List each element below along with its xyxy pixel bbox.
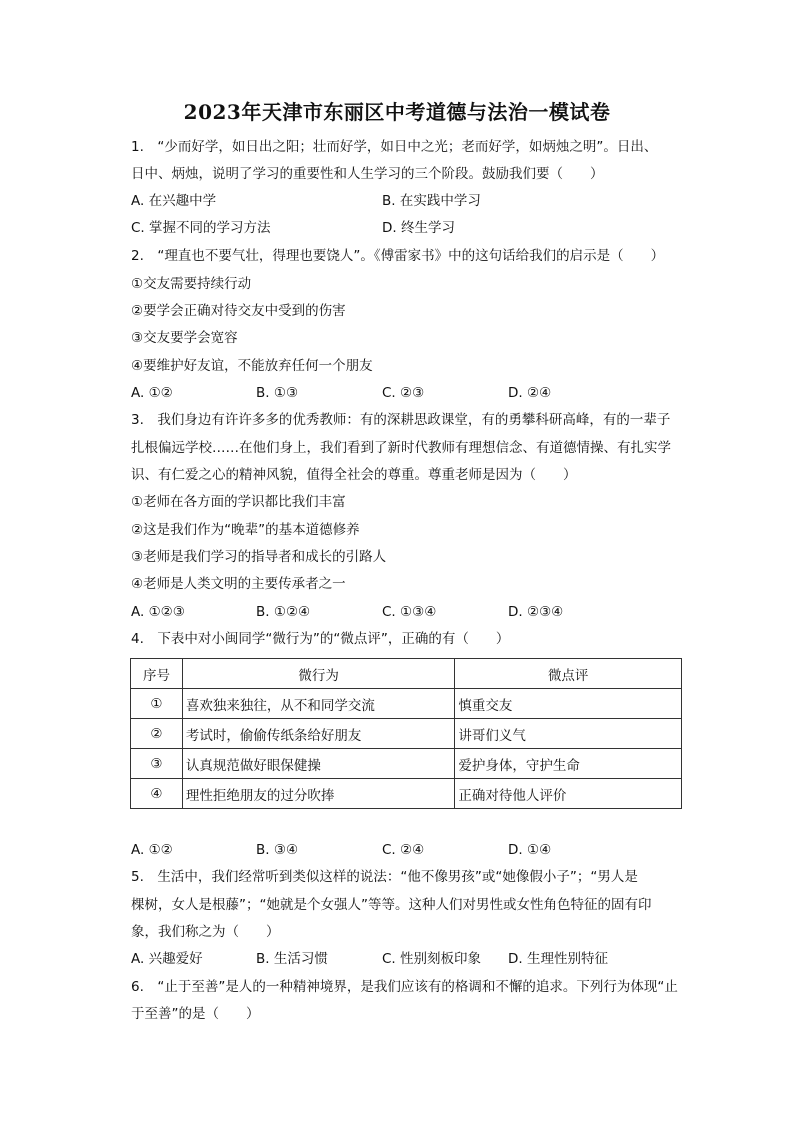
q3-item-2: ②这是我们作为“晚辈”的基本道德修养	[131, 522, 360, 538]
table-cell: 喜欢独来独往，从不和同学交流	[182, 689, 454, 719]
q2-option-d: D. ②④	[508, 385, 552, 401]
table-header-cell: 序号	[131, 659, 183, 689]
q5-line-2: 棵树，女人是根藤”；“她就是个女强人”等等。这种人们对男性或女性角色特征的固有印	[131, 897, 652, 913]
table-cell: ①	[131, 689, 183, 719]
q2-option-b: B. ①③	[256, 385, 299, 401]
q3-option-b: B. ①②④	[256, 604, 311, 620]
table-header-cell: 微点评	[455, 659, 682, 689]
table-cell: ④	[131, 779, 183, 809]
q5-option-d: D. 生理性别特征	[508, 951, 608, 967]
table-row	[131, 779, 682, 809]
q3-item-1: ①老师在各方面的学识都比我们丰富	[131, 494, 346, 510]
q2-option-a: A. ①②	[131, 385, 173, 401]
table-cell: 爱护身体，守护生命	[455, 749, 682, 779]
q6-line-1: 6. “止于至善”是人的一种精神境界，是我们应该有的格调和不懈的追求。下列行为体现“止	[131, 979, 678, 995]
table-cell: 考试时，偷偷传纸条给好朋友	[182, 719, 454, 749]
q1-option-c: C. 掌握不同的学习方法	[131, 220, 271, 236]
q3-option-d: D. ②③④	[508, 604, 564, 620]
table-row	[131, 719, 682, 749]
q3-option-a: A. ①②③	[131, 604, 185, 620]
table-cell: ③	[131, 749, 183, 779]
q5-option-c: C. 性别刻板印象	[382, 951, 482, 967]
q1-line-2: 日中、炳烛，说明了学习的重要性和人生学习的三个阶段。鼓励我们要（ ）	[131, 166, 604, 182]
q2-item-3: ③交友要学会宽容	[131, 330, 238, 346]
table-cell: 慎重交友	[455, 689, 682, 719]
q2-line-1: 2. “理直也不要气壮，得理也要饶人”。《傅雷家书》中的这句话给我们的启示是（ ）	[131, 248, 665, 264]
q3-line-3: 识、有仁爱之心的精神风貌，值得全社会的尊重。尊重老师是因为（ ）	[131, 467, 577, 483]
q5-option-b: B. 生活习惯	[256, 951, 328, 967]
table-cell: 讲哥们义气	[455, 719, 682, 749]
table-cell: 理性拒绝朋友的过分吹捧	[182, 779, 454, 809]
table-cell: ②	[131, 719, 183, 749]
q3-item-3: ③老师是我们学习的指导者和成长的引路人	[131, 549, 387, 565]
q1-line-1: 1. “少而好学，如日出之阳；壮而好学，如日中之光；老而好学，如炳烛之明”。日出、	[131, 139, 658, 155]
q2-option-c: C. ②③	[382, 385, 425, 401]
table-cell: 正确对待他人评价	[455, 779, 682, 809]
table-row	[131, 749, 682, 779]
q1-option-a: A. 在兴趣中学	[131, 193, 217, 209]
table-cell: 认真规范做好眼保健操	[182, 749, 454, 779]
q3-item-4: ④老师是人类文明的主要传承者之一	[131, 576, 346, 592]
q5-line-1: 5. 生活中，我们经常听到类似这样的说法：“他不像男孩”或“她像假小子”；“男人是	[131, 869, 638, 885]
q2-item-1: ①交友需要持续行动	[131, 276, 252, 292]
table-header-cell: 微行为	[182, 659, 454, 689]
q2-item-4: ④要维护好友谊，不能放弃任何一个朋友	[131, 358, 373, 374]
q5-line-3: 象，我们称之为（ ）	[131, 924, 280, 940]
q3-line-2: 扎根偏远学校……在他们身上，我们看到了新时代教师有理想信念、有道德情操、有扎实学	[131, 440, 671, 456]
q4-line-1: 4. 下表中对小闽同学“微行为”的“微点评”，正确的有（ ）	[131, 631, 510, 647]
q3-option-c: C. ①③④	[382, 604, 437, 620]
q5-option-a: A. 兴趣爱好	[131, 951, 203, 967]
exam-title: 2023年天津市东丽区中考道德与法治一模试卷	[183, 100, 611, 124]
q4-option-b: B. ③④	[256, 842, 299, 858]
q4-option-d: D. ①④	[508, 842, 552, 858]
table-row	[131, 689, 682, 719]
q2-item-2: ②要学会正确对待交友中受到的伤害	[131, 303, 346, 319]
q1-option-d: D. 终生学习	[382, 220, 455, 236]
q4-option-c: C. ②④	[382, 842, 425, 858]
q3-line-1: 3. 我们身边有许许多多的优秀教师：有的深耕思政课堂，有的勇攀科研高峰，有的一辈子	[131, 412, 671, 428]
q6-line-2: 于至善”的是（ ）	[131, 1006, 260, 1022]
q1-option-b: B. 在实践中学习	[382, 193, 481, 209]
q4-table	[130, 658, 682, 809]
table-header-row	[131, 659, 682, 689]
q4-option-a: A. ①②	[131, 842, 173, 858]
